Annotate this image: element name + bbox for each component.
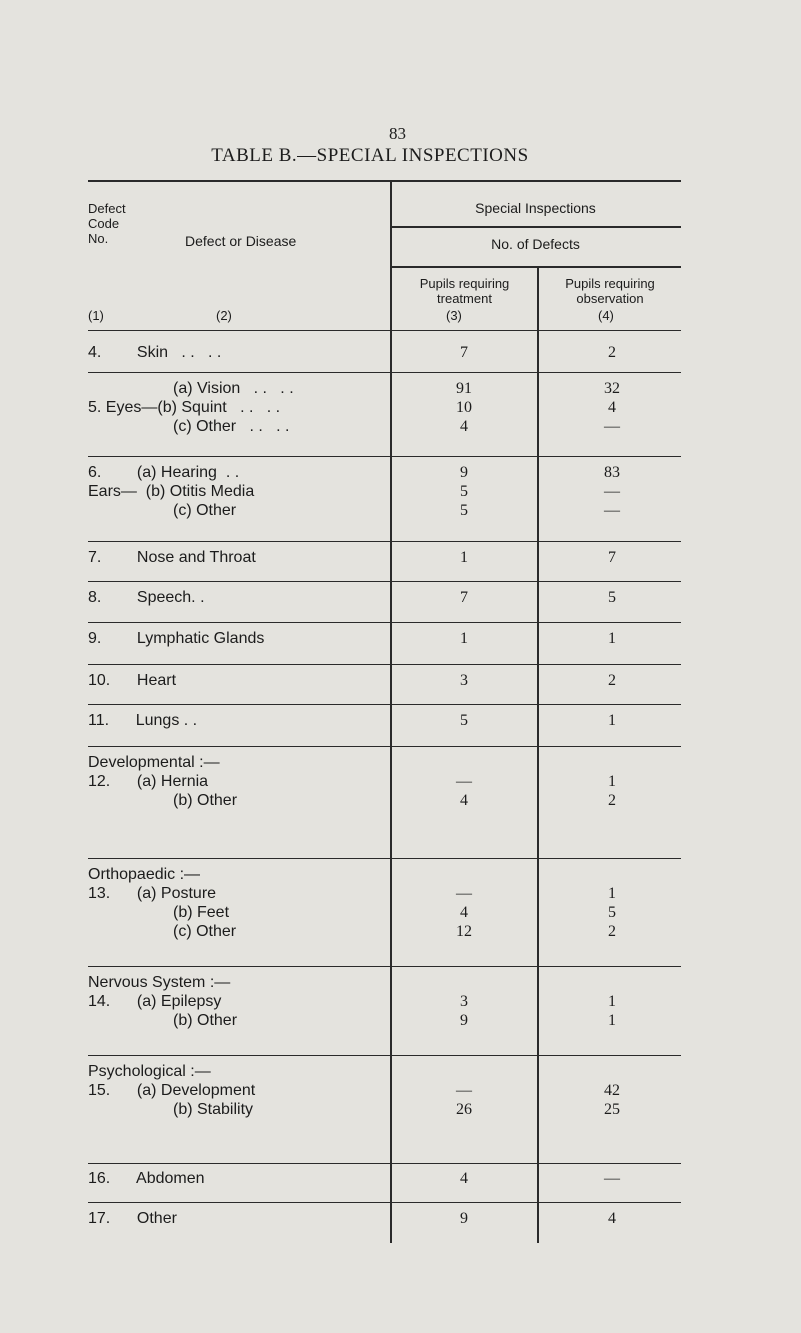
row-label: (c) Other bbox=[173, 502, 237, 519]
row-label: Psychological :— bbox=[88, 1063, 211, 1080]
row-label: Nervous System :— bbox=[88, 974, 231, 991]
treatment-value: 12 bbox=[456, 923, 472, 940]
observation-value: 2 bbox=[608, 672, 616, 689]
observation-value: 1 bbox=[608, 1012, 616, 1029]
table-title: TABLE B.—SPECIAL INSPECTIONS bbox=[211, 145, 529, 166]
observation-value: 2 bbox=[608, 344, 616, 361]
rule-row bbox=[88, 541, 681, 542]
row-label: 9. Lymphatic Glands bbox=[88, 630, 265, 647]
observation-value: — bbox=[604, 1170, 620, 1187]
rule-row bbox=[88, 581, 681, 582]
observation-value: — bbox=[604, 483, 620, 500]
treatment-value: 3 bbox=[460, 993, 468, 1010]
row-label: Developmental :— bbox=[88, 754, 220, 771]
row-label: (c) Other . . . . bbox=[173, 418, 290, 435]
treatment-value: 9 bbox=[460, 464, 468, 481]
row-label: (b) Feet bbox=[173, 904, 230, 921]
rule-defects bbox=[390, 266, 681, 268]
rule-col3 bbox=[537, 268, 539, 1243]
row-label: 8. Speech. . bbox=[88, 589, 205, 606]
treatment-value: 5 bbox=[460, 483, 468, 500]
observation-value: 25 bbox=[604, 1101, 620, 1118]
rule-row bbox=[88, 858, 681, 859]
observation-value: 1 bbox=[608, 630, 616, 647]
row-label: (b) Stability bbox=[173, 1101, 254, 1118]
treatment-value: 9 bbox=[460, 1210, 468, 1227]
row-label: (a) Vision . . . . bbox=[173, 380, 294, 397]
row-label: Orthopaedic :— bbox=[88, 866, 201, 883]
rule-row bbox=[88, 1163, 681, 1164]
observation-value: 1 bbox=[608, 993, 616, 1010]
observation-value: 83 bbox=[604, 464, 620, 481]
header-col3-number: (3) bbox=[446, 308, 462, 323]
treatment-value: 9 bbox=[460, 1012, 468, 1029]
row-label: 17. Other bbox=[88, 1210, 177, 1227]
row-label: (b) Other bbox=[173, 792, 238, 809]
treatment-value: 3 bbox=[460, 672, 468, 689]
observation-value: 2 bbox=[608, 923, 616, 940]
treatment-value: 10 bbox=[456, 399, 472, 416]
row-label: 11. Lungs . . bbox=[88, 712, 198, 729]
treatment-value: 91 bbox=[456, 380, 472, 397]
observation-value: 32 bbox=[604, 380, 620, 397]
treatment-value: 4 bbox=[460, 1170, 468, 1187]
treatment-value: — bbox=[456, 885, 472, 902]
treatment-value: 4 bbox=[460, 418, 468, 435]
row-label: 14. (a) Epilepsy bbox=[88, 993, 222, 1010]
row-label: (c) Other bbox=[173, 923, 237, 940]
observation-value: — bbox=[604, 502, 620, 519]
treatment-value: 4 bbox=[460, 904, 468, 921]
observation-value: 1 bbox=[608, 712, 616, 729]
rule-row bbox=[88, 664, 681, 665]
row-label: 15. (a) Development bbox=[88, 1082, 256, 1099]
treatment-value: 7 bbox=[460, 344, 468, 361]
header-no-of-defects: No. of Defects bbox=[491, 236, 580, 252]
row-label: 5. Eyes—(b) Squint . . . . bbox=[88, 399, 281, 416]
observation-value: 1 bbox=[608, 773, 616, 790]
observation-value: 4 bbox=[608, 1210, 616, 1227]
header-pupils-treatment: Pupils requiring treatment bbox=[419, 276, 510, 306]
observation-value: 42 bbox=[604, 1082, 620, 1099]
rule-special bbox=[390, 226, 681, 228]
observation-value: 5 bbox=[608, 904, 616, 921]
observation-value: 2 bbox=[608, 792, 616, 809]
header-special-inspections: Special Inspections bbox=[475, 200, 596, 216]
observation-value: — bbox=[604, 418, 620, 435]
row-label: 6. (a) Hearing . . bbox=[88, 464, 240, 481]
treatment-value: 4 bbox=[460, 792, 468, 809]
row-label: (b) Other bbox=[173, 1012, 238, 1029]
rule-top bbox=[88, 180, 681, 182]
header-col1-number: (1) bbox=[88, 308, 104, 323]
rule-row bbox=[88, 966, 681, 967]
treatment-value: 5 bbox=[460, 502, 468, 519]
rule-row bbox=[88, 704, 681, 705]
treatment-value: — bbox=[456, 1082, 472, 1099]
header-col2-number: (2) bbox=[216, 308, 232, 323]
treatment-value: 1 bbox=[460, 549, 468, 566]
row-label: Ears— (b) Otitis Media bbox=[88, 483, 255, 500]
observation-value: 4 bbox=[608, 399, 616, 416]
rule-col2 bbox=[390, 180, 392, 1243]
treatment-value: 5 bbox=[460, 712, 468, 729]
rule-row bbox=[88, 372, 388, 373]
row-label: 10. Heart bbox=[88, 672, 177, 689]
row-label: 7. Nose and Throat bbox=[88, 549, 256, 566]
header-col4-number: (4) bbox=[598, 308, 614, 323]
observation-value: 7 bbox=[608, 549, 616, 566]
treatment-value: 7 bbox=[460, 589, 468, 606]
row-label: 13. (a) Posture bbox=[88, 885, 217, 902]
row-label: 4. Skin . . . . bbox=[88, 344, 222, 361]
header-pupils-observation: Pupils requiring observation bbox=[565, 276, 655, 306]
treatment-value: 26 bbox=[456, 1101, 472, 1118]
rule-row bbox=[88, 1202, 681, 1203]
treatment-value: — bbox=[456, 773, 472, 790]
treatment-value: 1 bbox=[460, 630, 468, 647]
header-defect-code: Defect Code No. bbox=[88, 201, 126, 246]
rule-row bbox=[88, 622, 681, 623]
observation-value: 1 bbox=[608, 885, 616, 902]
row-label: 12. (a) Hernia bbox=[88, 773, 209, 790]
rule-row bbox=[88, 456, 681, 457]
observation-value: 5 bbox=[608, 589, 616, 606]
rule-header-bottom bbox=[88, 330, 681, 331]
rule-row bbox=[88, 746, 681, 747]
page-number: 83 bbox=[389, 124, 406, 143]
rule-row bbox=[388, 372, 681, 373]
rule-row bbox=[88, 1055, 681, 1056]
header-defect-or-disease: Defect or Disease bbox=[185, 233, 297, 249]
row-label: 16. Abdomen bbox=[88, 1170, 205, 1187]
